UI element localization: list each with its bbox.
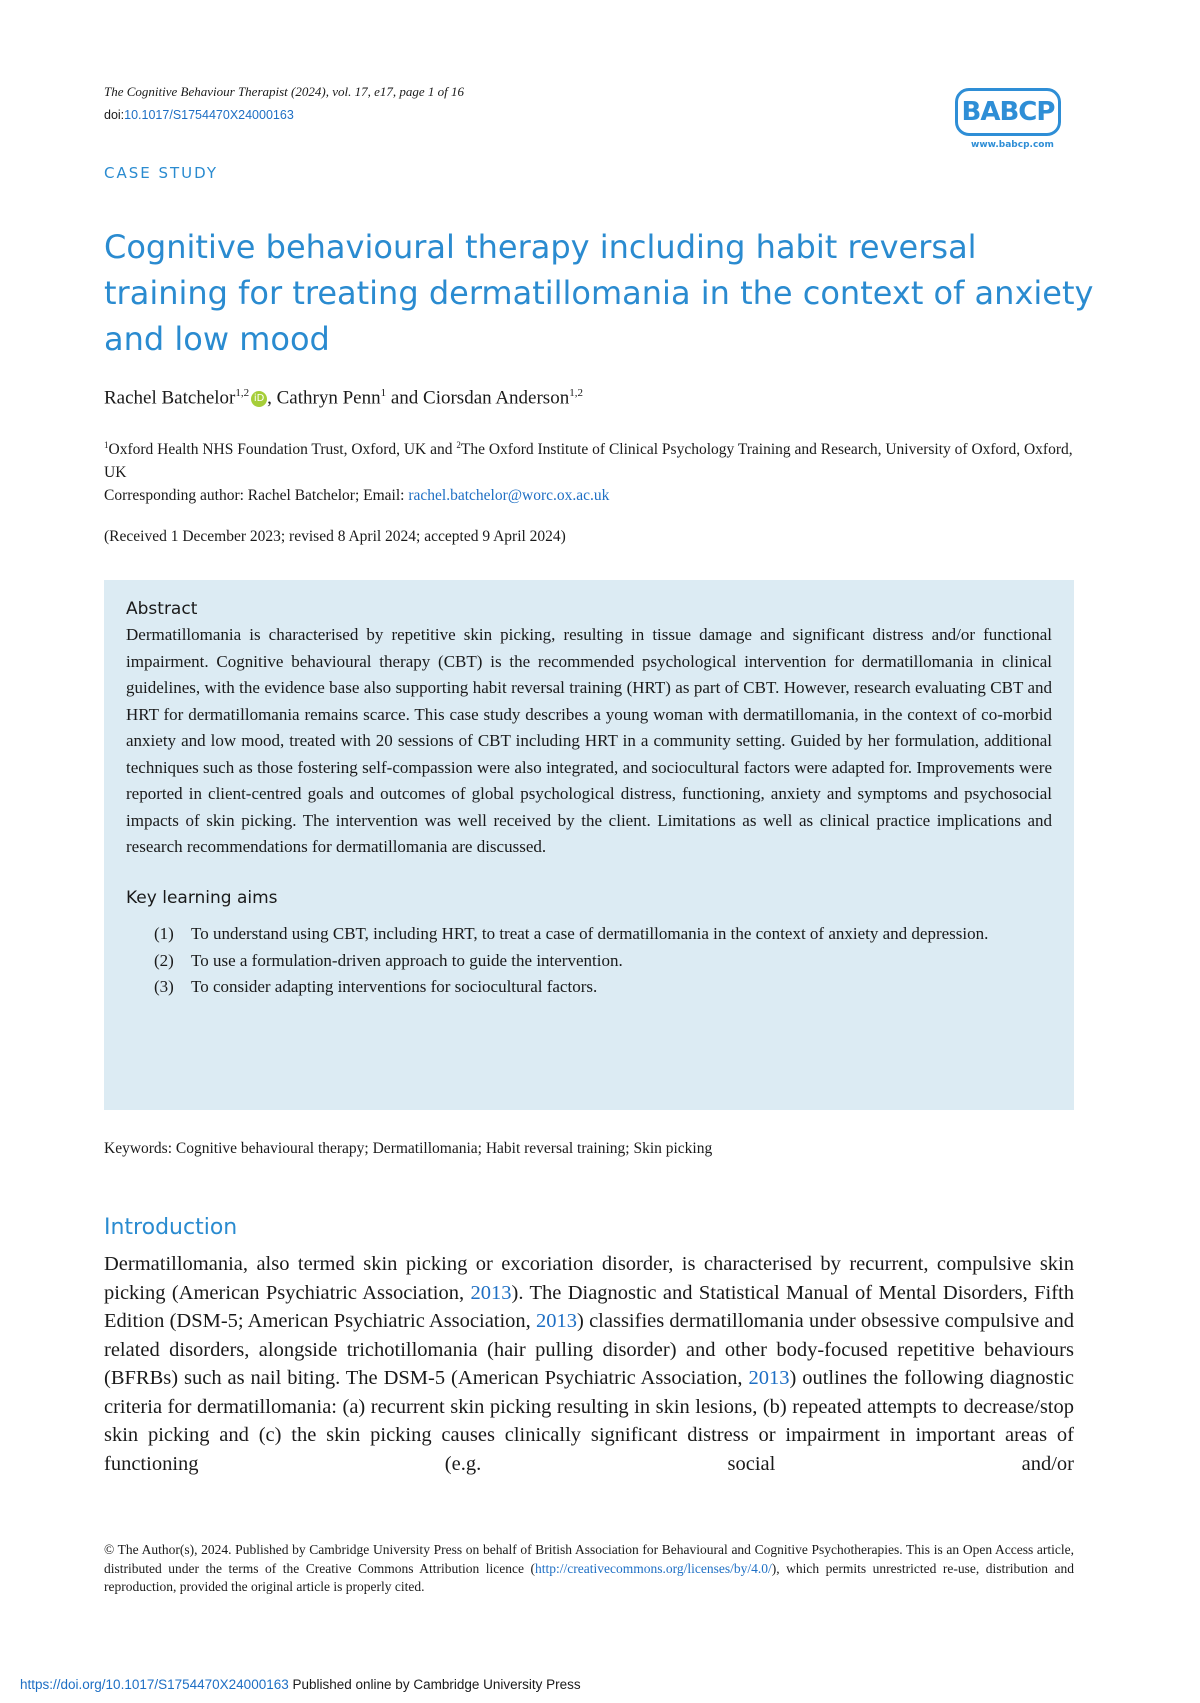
intro-text: ) classifies dermatillomania under obsessive compulsive and related disorders, alongside trichotillomania (hair pulling disorder) and other body-focused repetitive behaviours (BFRBs) such as nail biting. The DSM-5 (American Psychiatric Association, xyxy=(104,1310,1074,1389)
keywords-text: Cognitive behavioural therapy; Dermatillomania; Habit reversal training; Skin picking xyxy=(172,1140,713,1157)
journal-citation: The Cognitive Behaviour Therapist (2024), vol. 17, e17, page 1 of 16 xyxy=(104,84,464,99)
section-heading-introduction: Introduction xyxy=(104,1215,238,1240)
author-affil-sup: 1,2 xyxy=(235,387,250,399)
corresponding-text: Rachel Batchelor; Email: xyxy=(243,487,409,505)
orcid-icon[interactable]: iD xyxy=(251,391,267,407)
license-text: © The Author(s), 2024. Published by Cambridge University Press on behalf of British Association for Behavioural and Cognitive Psychotherapies. This is an Open Access article, distributed under the terms of the Creative Commons Attribution licence ( xyxy=(104,1542,1074,1576)
aim-item xyxy=(126,921,1052,948)
author-separator: and xyxy=(386,387,424,409)
aim-item xyxy=(126,948,1052,975)
aim-text: To consider adapting interventions for sociocultural factors. xyxy=(191,977,598,996)
aim-item xyxy=(126,974,1052,1001)
doi-prefix: doi: xyxy=(104,108,125,122)
citation-link[interactable]: 2013 xyxy=(748,1367,790,1389)
intro-text: ). The Diagnostic and Statistical Manual of Mental Disorders, Fifth Edition (DSM-5; American Psychiatric Association, xyxy=(104,1281,1075,1332)
aim-text: To understand using CBT, including HRT, to treat a case of dermatillomania in the context of anxiety and depression. xyxy=(191,924,989,943)
author-name: Rachel Batchelor xyxy=(104,387,236,409)
affil-sup: 2 xyxy=(456,440,461,450)
aim-number: (1) xyxy=(154,924,174,943)
logo-mark: BABCP xyxy=(955,88,1061,136)
doi-link[interactable]: 10.1017/S1754470X24000163 xyxy=(124,108,294,122)
doi-line xyxy=(104,108,294,122)
affiliations xyxy=(104,434,1094,507)
intro-text: ) outlines the following diagnostic criteria for dermatillomania: (a) recurrent skin picking resulting in skin lesions, (b) repeated attempts to decrease/stop skin picking and (c) the skin picking causes clinically significant distress or impairment in important areas of functioning (e.g. social and/or xyxy=(104,1367,1074,1475)
affiliation-1: Oxford Health NHS Foundation Trust, Oxford, UK and xyxy=(108,441,457,459)
author-list xyxy=(104,387,583,409)
footer-doi-link[interactable]: https://doi.org/10.1017/S1754470X24000163 xyxy=(20,1677,289,1692)
citation-link[interactable]: 2013 xyxy=(470,1281,512,1304)
keywords-label: Keywords: xyxy=(104,1140,173,1157)
license-notice xyxy=(104,1541,1074,1597)
email-link[interactable]: rachel.batchelor@worc.ox.ac.uk xyxy=(408,487,610,505)
page-footer xyxy=(20,1677,581,1692)
author-affil-sup: 1,2 xyxy=(569,387,583,399)
abstract-text: Dermatillomania is characterised by repetitive skin picking, resulting in tissue damage and significant distress and/or functional impairment. Cognitive behavioural therapy (CBT) is the recommended psychological intervention for dermatillomania in clinical guidelines, with the evidence base also supporting habit reversal training (HRT) as part of CBT. However, research evaluating CBT and HRT for dermatillomania remains scarce. This case study describes a young woman with dermatillomania, in the context of co-morbid anxiety and low mood, treated with 20 sessions of CBT including HRT in a community setting. Guided by her formulation, additional techniques such as those fostering self-compassion were also integrated, and sociocultural factors were adapted for. Improvements were reported in client-centred goals and outcomes of global psychological distress, functioning, anxiety and symptoms and psychosocial impacts of skin picking. The intervention was well received by the client. Limitations as well as clinical practice implications and research recommendations for dermatillomania are discussed. xyxy=(126,625,1052,856)
article-type: CASE STUDY xyxy=(104,164,219,182)
received-dates: (Received 1 December 2023; revised 8 April 2024; accepted 9 April 2024) xyxy=(104,528,566,545)
author-separator: , xyxy=(267,387,277,409)
aims-heading: Key learning aims xyxy=(126,887,278,908)
citation-link[interactable]: 2013 xyxy=(536,1310,578,1332)
abstract-heading: Abstract xyxy=(126,599,198,619)
aim-number: (3) xyxy=(154,977,174,996)
affiliation-2: The Oxford Institute of Clinical Psychology Training and Research, University of Oxford, Oxford, UK xyxy=(104,441,1073,482)
aim-number: (2) xyxy=(154,950,174,970)
keywords xyxy=(104,1140,712,1158)
license-link[interactable]: http://creativecommons.org/licenses/by/4.0/ xyxy=(535,1560,772,1576)
aim-text: To use a formulation-driven approach to guide the intervention. xyxy=(191,950,623,970)
corresponding-label: Corresponding author: xyxy=(104,487,244,505)
affil-sup: 1 xyxy=(104,440,109,450)
license-text: ), which permits unrestricted re-use, distribution and reproduction, provided the original article is properly cited. xyxy=(104,1560,1074,1594)
abstract-box xyxy=(104,580,1074,1110)
article-title: Cognitive behavioural therapy including habit reversal training for treating dermatillomania in the context of anxiety and low mood xyxy=(104,228,1094,358)
introduction-paragraph xyxy=(104,1250,1074,1478)
author-name: Ciorsdan Anderson xyxy=(423,387,570,409)
footer-published-text: Published online by Cambridge University Press xyxy=(288,1677,581,1692)
babcp-logo xyxy=(955,88,1067,154)
logo-url: www.babcp.com xyxy=(971,140,1054,150)
author-name: Cathryn Penn xyxy=(276,387,381,409)
aims-list xyxy=(126,921,1052,1001)
intro-text: Dermatillomania, also termed skin picking or excoriation disorder, is characterised by recurrent, compulsive skin picking (American Psychiatric Association, xyxy=(104,1253,1074,1304)
author-affil-sup: 1 xyxy=(380,387,387,399)
